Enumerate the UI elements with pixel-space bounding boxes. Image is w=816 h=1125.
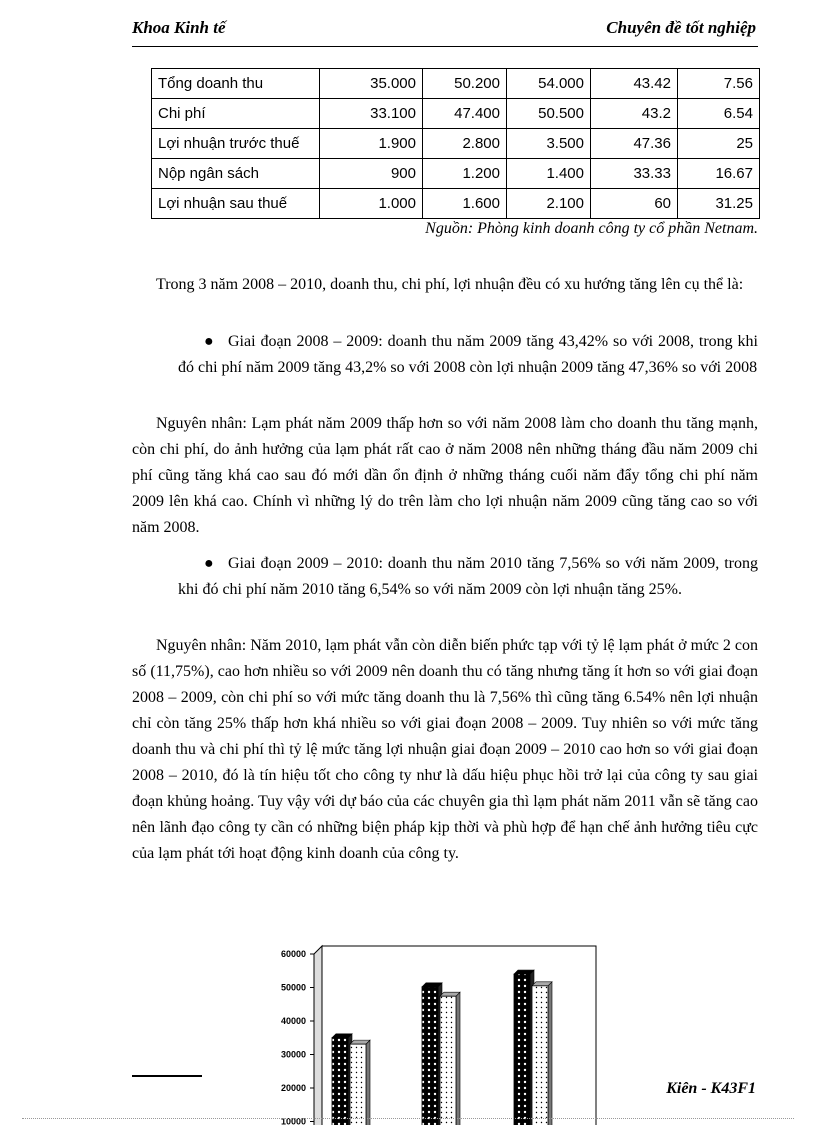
table-cell: 2.100 bbox=[507, 189, 591, 219]
bar-top bbox=[422, 983, 442, 987]
table-row bbox=[152, 69, 760, 99]
paragraph-intro: Trong 3 năm 2008 – 2010, doanh thu, chi phí, lợi nhuận đều có xu hướng tăng lên cụ thể là: bbox=[132, 272, 758, 298]
table-cell: 50.200 bbox=[423, 69, 507, 99]
bar-2008-series-1 bbox=[332, 1038, 348, 1125]
bar-side bbox=[548, 982, 552, 1125]
paragraph-cause-2: Nguyên nhân: Năm 2010, lạm phát vẫn còn diễn biến phức tạp với tỷ lệ lạm phát ở mức 2 con số (11,75%), cao hơn nhiều so với 2009 nên doanh thu có tăng nhưng tăng ít hơn so với giai đoạn 2008 – 2009, còn chi phí so với mức tăng doanh thu là 7,56% thì cũng tăng 6.54% nên lợi nhuận chỉ còn tăng 25% thấp hơn khá nhiều so với giai đoạn 2008 – 2009. Tuy nhiên so với mức tăng doanh thu và chi phí thì tỷ lệ mức tăng lợi nhuận giai đoạn 2009 – 2010 cao hơn so với giai đoạn 2008 – 2010, đó là tín hiệu tốt cho công ty như là dấu hiệu phục hồi trở lại của công ty sau giai đoạn khủng hoảng. Tuy vậy với dự báo của các chuyên gia thì lạm phát năm 2011 vẫn sẽ tăng cao nên lãnh đạo công ty cần có những biện pháp kịp thời và phù hợp để hạn chế ảnh hưởng tiêu cực của lạm phát tới hoạt động kinh doanh của công ty. bbox=[132, 633, 758, 867]
bar-2010-series-1 bbox=[514, 974, 530, 1125]
y-tick-label: 40000 bbox=[281, 1016, 306, 1026]
table-row bbox=[152, 189, 760, 219]
bar-side bbox=[366, 1040, 370, 1125]
y-tick-label: 50000 bbox=[281, 983, 306, 993]
y-tick-label: 30000 bbox=[281, 1050, 306, 1060]
table-cell: 43.2 bbox=[591, 99, 678, 129]
y-tick-label: 60000 bbox=[281, 949, 306, 959]
bar-top bbox=[350, 1040, 370, 1044]
table-cell: 50.500 bbox=[507, 99, 591, 129]
bullet-item bbox=[178, 551, 758, 603]
bullet-text: Giai đoạn 2009 – 2010: doanh thu năm 2010 tăng 7,56% so với năm 2009, trong khi đó chi phí năm 2010 tăng 6,54% so với năm 2009 còn lợi nhuận tăng 25%. bbox=[178, 551, 758, 603]
row-label: Lợi nhuận trước thuế bbox=[152, 129, 320, 159]
table-cell: 6.54 bbox=[678, 99, 760, 129]
footer-author: Kiên - K43F1 bbox=[666, 1080, 756, 1098]
table-cell: 1.900 bbox=[320, 129, 423, 159]
table-cell: 35.000 bbox=[320, 69, 423, 99]
row-label: Tổng doanh thu bbox=[152, 69, 320, 99]
bar-top bbox=[440, 992, 460, 996]
bar-top bbox=[514, 970, 534, 974]
bullet-text: Giai đoạn 2008 – 2009: doanh thu năm 2009 tăng 43,42% so với 2008, trong khi đó chi phí năm 2009 tăng 43,2% so với 2008 còn lợi nhuận 2009 tăng 47,36% so với 2008 bbox=[178, 329, 758, 381]
header-title: Chuyên đề tốt nghiệp bbox=[606, 18, 756, 38]
table-cell: 7.56 bbox=[678, 69, 760, 99]
table-row bbox=[152, 159, 760, 189]
bar-top bbox=[532, 982, 552, 986]
page-bottom-border bbox=[22, 1118, 794, 1119]
table-cell: 1.600 bbox=[423, 189, 507, 219]
table-cell: 3.500 bbox=[507, 129, 591, 159]
bar-2010-series-2 bbox=[532, 986, 548, 1125]
table-cell: 2.800 bbox=[423, 129, 507, 159]
table-cell: 1.200 bbox=[423, 159, 507, 189]
table-cell: 16.67 bbox=[678, 159, 760, 189]
table-row bbox=[152, 129, 760, 159]
bar-side bbox=[456, 992, 460, 1125]
bullet-item bbox=[178, 329, 758, 381]
footer-divider bbox=[132, 1075, 202, 1077]
table-cell: 33.33 bbox=[591, 159, 678, 189]
table-cell: 900 bbox=[320, 159, 423, 189]
bar-2009-series-1 bbox=[422, 987, 438, 1125]
chart-side-wall bbox=[314, 946, 322, 1125]
row-label: Nộp ngân sách bbox=[152, 159, 320, 189]
table-cell: 25 bbox=[678, 129, 760, 159]
bullet-icon: ● bbox=[204, 329, 214, 355]
table-cell: 54.000 bbox=[507, 69, 591, 99]
header-department: Khoa Kinh tế bbox=[132, 18, 226, 38]
bar-2008-series-2 bbox=[350, 1044, 366, 1125]
header-divider bbox=[132, 46, 758, 47]
table-row bbox=[152, 99, 760, 129]
table-cell: 47.36 bbox=[591, 129, 678, 159]
financial-table bbox=[151, 68, 760, 219]
bar-chart bbox=[264, 935, 614, 1125]
y-tick-label: 20000 bbox=[281, 1083, 306, 1093]
table-cell: 33.100 bbox=[320, 99, 423, 129]
bar-2009-series-2 bbox=[440, 996, 456, 1125]
row-label: Lợi nhuận sau thuế bbox=[152, 189, 320, 219]
y-tick-label: 10000 bbox=[281, 1117, 306, 1125]
bar-top bbox=[332, 1034, 352, 1038]
table-cell: 43.42 bbox=[591, 69, 678, 99]
paragraph-cause-1: Nguyên nhân: Lạm phát năm 2009 thấp hơn so với năm 2008 làm cho doanh thu tăng mạnh, còn chi phí, do ảnh hưởng của lạm phát rất cao ở năm 2008 nên những tháng đầu năm 2009 chi phí cũng tăng khá cao sau đó mới dần ổn định ở những tháng cuối năm đẩy tổng chi phí năm 2009 lên khá cao. Chính vì những lý do trên làm cho lợi nhuận năm 2009 cũng tăng cao so với năm 2008. bbox=[132, 411, 758, 541]
table-cell: 1.400 bbox=[507, 159, 591, 189]
table-cell: 1.000 bbox=[320, 189, 423, 219]
table-cell: 47.400 bbox=[423, 99, 507, 129]
bullet-icon: ● bbox=[204, 551, 214, 577]
table-cell: 31.25 bbox=[678, 189, 760, 219]
table-cell: 60 bbox=[591, 189, 678, 219]
row-label: Chi phí bbox=[152, 99, 320, 129]
table-source: Nguồn: Phòng kinh doanh công ty cổ phần Netnam. bbox=[425, 220, 758, 238]
